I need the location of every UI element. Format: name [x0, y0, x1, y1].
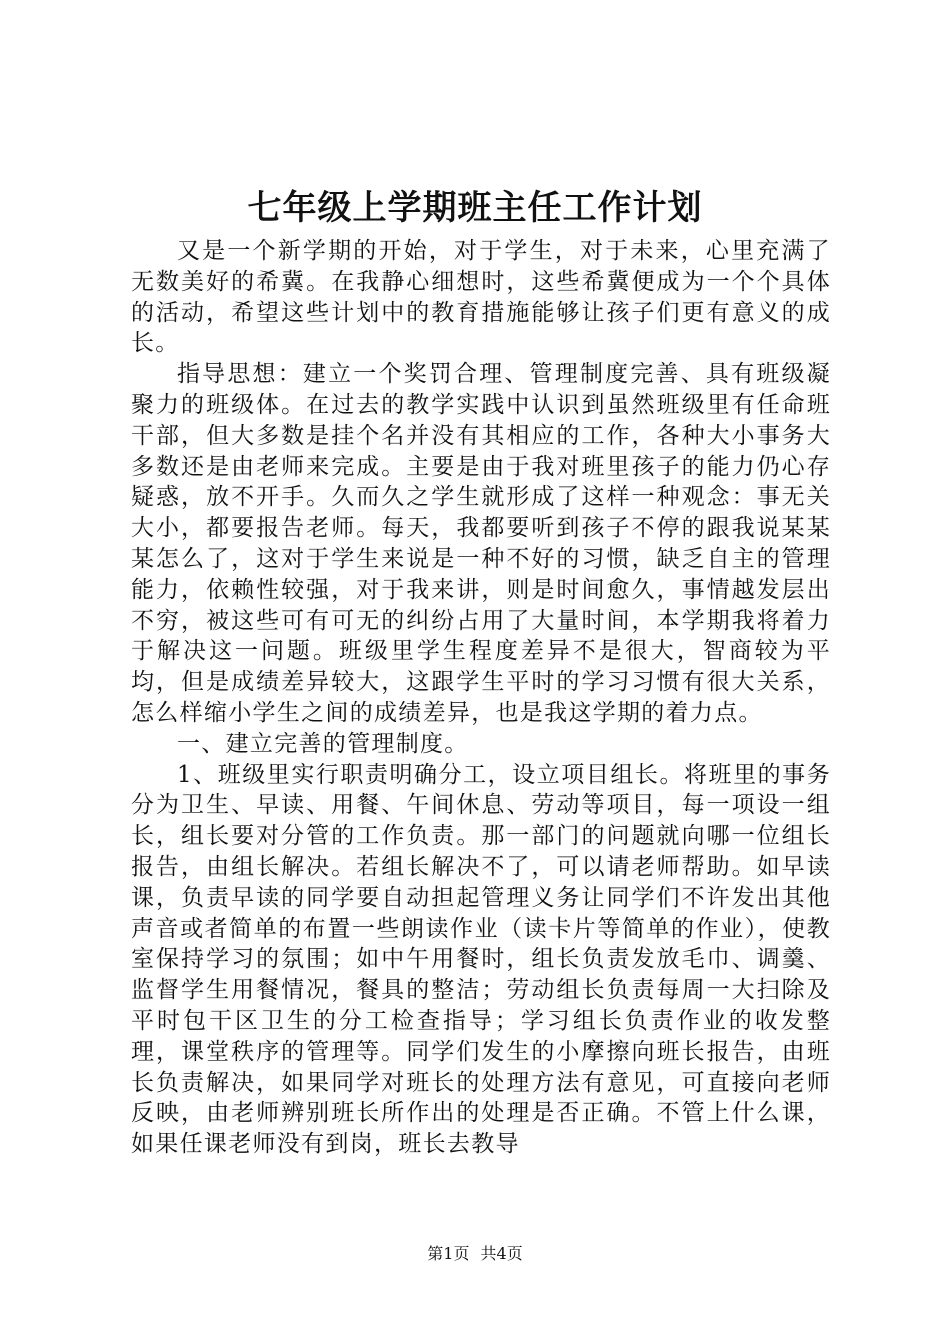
page-number: 第1页 [427, 1244, 470, 1263]
section-heading: 一、建立完善的管理制度。 [177, 730, 469, 757]
page-total: 共4页 [480, 1244, 523, 1263]
section-item-paragraph: 1、班级里实行职责明确分工，设立项目组长。将班里的事务分为卫生、早读、用餐、午间休息、劳动等项目，每一项设一组长，组长要对分管的工作负责。那一部门的问题就向哪一位组长报告，由组长解决。若组长解决不了，可以请老师帮助。如早读课，负责早读的同学要自动担起管理义务让同学们不许发出其他声音或者简单的布置一些朗读作业（读卡片等简单的作业），使教室保持学习的氛围；如中午用餐时，组长负责发放毛巾、调羹、监督学生用餐情况，餐具的整洁；劳动组长负责每周一大扫除及平时包干区卫生的分工检查指导；学习组长负责作业的收发整理，课堂秩序的管理等。同学们发生的小摩擦向班长报告，由班长负责解决，如果同学对班长的处理方法有意见，可直接向老师反映，由老师辨别班长所作出的处理是否正确。不管上什么课，如果任课老师没有到岗，班长去教导 [131, 761, 831, 1158]
document-body [131, 236, 831, 1160]
page-footer [0, 1243, 950, 1265]
document-title: 七年级上学期班主任工作计划 [247, 188, 703, 228]
intro-paragraph: 又是一个新学期的开始，对于学生，对于未来，心里充满了无数美好的希冀。在我静心细想时，这些希冀便成为一个个具体的活动，希望这些计划中的教育措施能够让孩子们更有意义的成长。 [131, 238, 831, 357]
guiding-thought-paragraph: 指导思想：建立一个奖罚合理、管理制度完善、具有班级凝聚力的班级体。在过去的教学实践中认识到虽然班级里有任命班干部，但大多数是挂个名并没有其相应的工作，各种大小事务大多数还是由老师来完成。主要是由于我对班里孩子的能力仍心存疑惑，放不开手。久而久之学生就形成了这样一种观念：事无关大小，都要报告老师。每天，我都要听到孩子不停的跟我说某某某怎么了，这对于学生来说是一种不好的习惯，缺乏自主的管理能力，依赖性较强，对于我来讲，则是时间愈久，事情越发层出不穷，被这些可有可无的纠纷占用了大量时间，本学期我将着力于解决这一问题。班级里学生程度差异不是很大，智商较为平均，但是成绩差异较大，这跟学生平时的学习习惯有很大关系，怎么样缩小学生之间的成绩差异，也是我这学期的着力点。 [131, 361, 831, 726]
